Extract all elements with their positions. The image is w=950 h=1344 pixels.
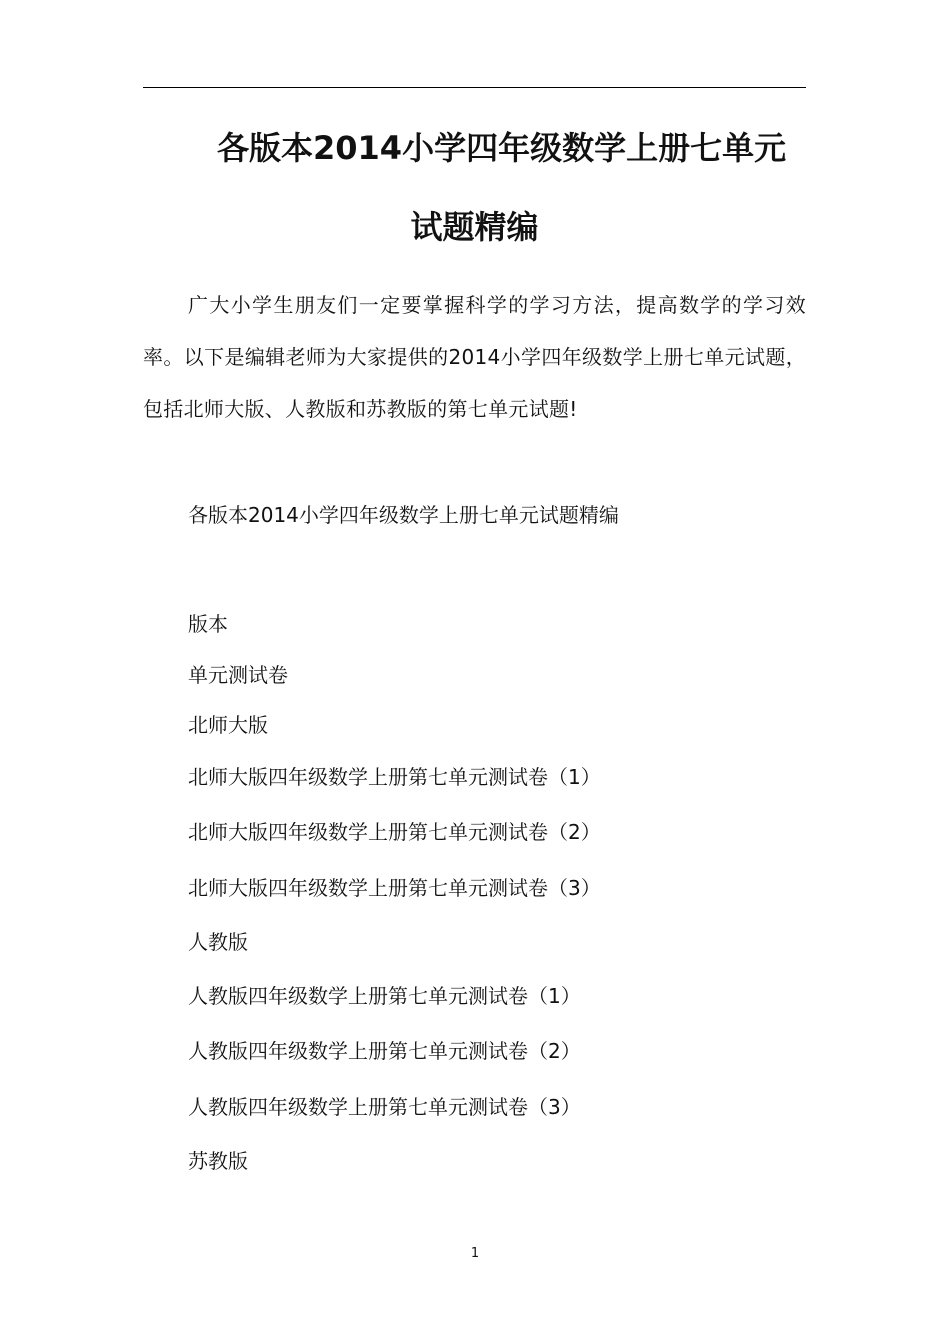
list-item: 北师大版四年级数学上册第七单元测试卷（3） (188, 876, 601, 900)
subtitle-line: 各版本2014小学四年级数学上册七单元试题精编 (188, 503, 619, 527)
header-rule (143, 87, 806, 88)
document-title-line-1: 各版本2014小学四年级数学上册七单元 (217, 129, 787, 167)
intro-paragraph: 广大小学生朋友们一定要掌握科学的学习方法，提高数学的学习效率。以下是编辑老师为大家提供的2014小学四年级数学上册七单元试题，包括北师大版、人教版和苏教版的第七单元试题! (143, 293, 806, 421)
list-item: 人教版四年级数学上册第七单元测试卷（2） (188, 1039, 581, 1063)
section-name-bnu: 北师大版 (188, 713, 268, 737)
table-header-test: 单元测试卷 (188, 663, 288, 687)
document-title-line-2: 试题精编 (410, 208, 539, 246)
list-item: 北师大版四年级数学上册第七单元测试卷（1） (188, 765, 601, 789)
list-item: 人教版四年级数学上册第七单元测试卷（3） (188, 1095, 581, 1119)
section-name-pep: 人教版 (188, 930, 248, 954)
page-number: 1 (470, 1246, 480, 1261)
section-name-jiangsu: 苏教版 (188, 1149, 248, 1173)
list-item: 北师大版四年级数学上册第七单元测试卷（2） (188, 820, 601, 844)
table-header-version: 版本 (188, 612, 228, 636)
list-item: 人教版四年级数学上册第七单元测试卷（1） (188, 984, 581, 1008)
